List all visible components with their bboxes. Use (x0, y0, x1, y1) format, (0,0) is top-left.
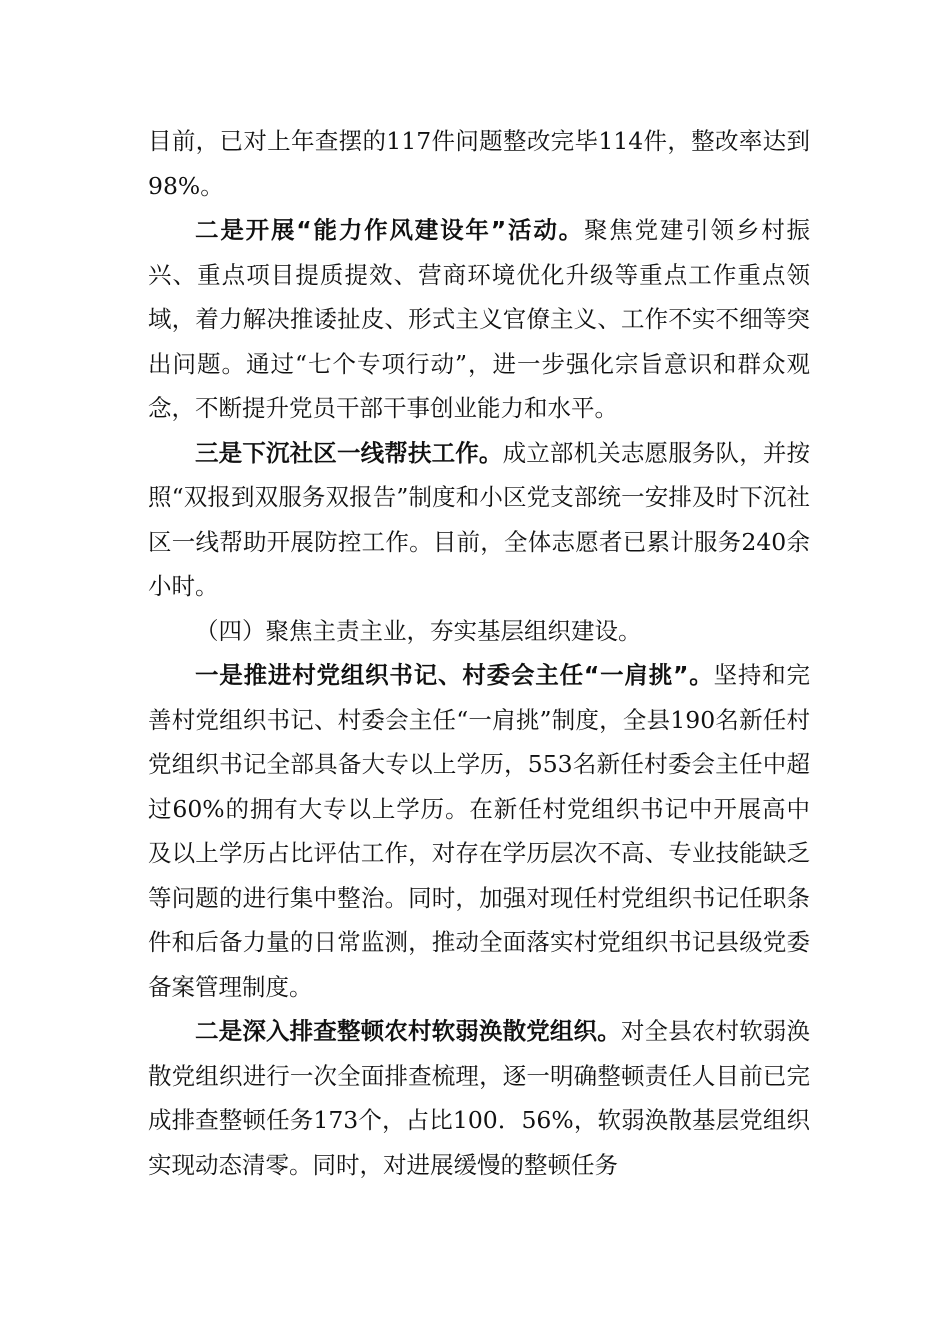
paragraph-continuation (148, 119, 810, 208)
paragraph-text: 聚焦党建引领乡村振兴、重点项目提质提效、营商环境优化升级等重点工作重点领域，着力解决推诿扯皮、形式主义官僚主义、工作不实不细等突出问题。通过“七个专项行动”，进一步强化宗旨意识和群众观念，不断提升党员干部干事创业能力和水平。 (148, 216, 811, 422)
paragraph-weak-organizations (148, 1009, 810, 1187)
document-body (148, 119, 810, 1187)
section-heading-text: （四）聚焦主责主业，夯实基层组织建设。 (195, 616, 642, 645)
paragraph-text: 目前，已对上年查摆的117件问题整改完毕114件，整改率达到98%。 (148, 127, 810, 200)
paragraph-text: 对全县农村软弱涣散党组织进行一次全面排查梳理，逐一明确整顿责任人目前已完成排查整顿任务173个，占比100．56%，软弱涣散基层党组织实现动态清零。同时，对进展缓慢的整顿任务 (148, 1017, 811, 1179)
paragraph-lead: 二是深入排查整顿农村软弱涣散党组织。 (195, 1017, 621, 1045)
paragraph-lead: 三是下沉社区一线帮扶工作。 (195, 438, 503, 467)
paragraph-one-shoulder (148, 653, 810, 1009)
paragraph-lead: 二是开展“能力作风建设年”活动。 (195, 216, 584, 244)
paragraph-community-support (148, 431, 810, 609)
section-heading (148, 609, 810, 654)
paragraph-ability-style-year (148, 208, 810, 431)
paragraph-text: 成立部机关志愿服务队，并按照“双报到双服务双报告”制度和小区党支部统一安排及时下沉社区一线帮助开展防控工作。目前，全体志愿者已累计服务240余小时。 (148, 438, 811, 600)
paragraph-text: 坚持和完善村党组织书记、村委会主任“一肩挑”制度，全县190名新任村党组织书记全部具备大专以上学历，553名新任村委会主任中超过60%的拥有大专以上学历。在新任村党组织书记中开展高中及以上学历占比评估工作，对存在学历层次不高、专业技能缺乏等问题的进行集中整治。同时，加强对现任村党组织书记任职条件和后备力量的日常监测，推动全面落实村党组织书记县级党委备案管理制度。 (148, 661, 811, 1001)
paragraph-lead: 一是推进村党组织书记、村委会主任“一肩挑”。 (195, 661, 714, 689)
